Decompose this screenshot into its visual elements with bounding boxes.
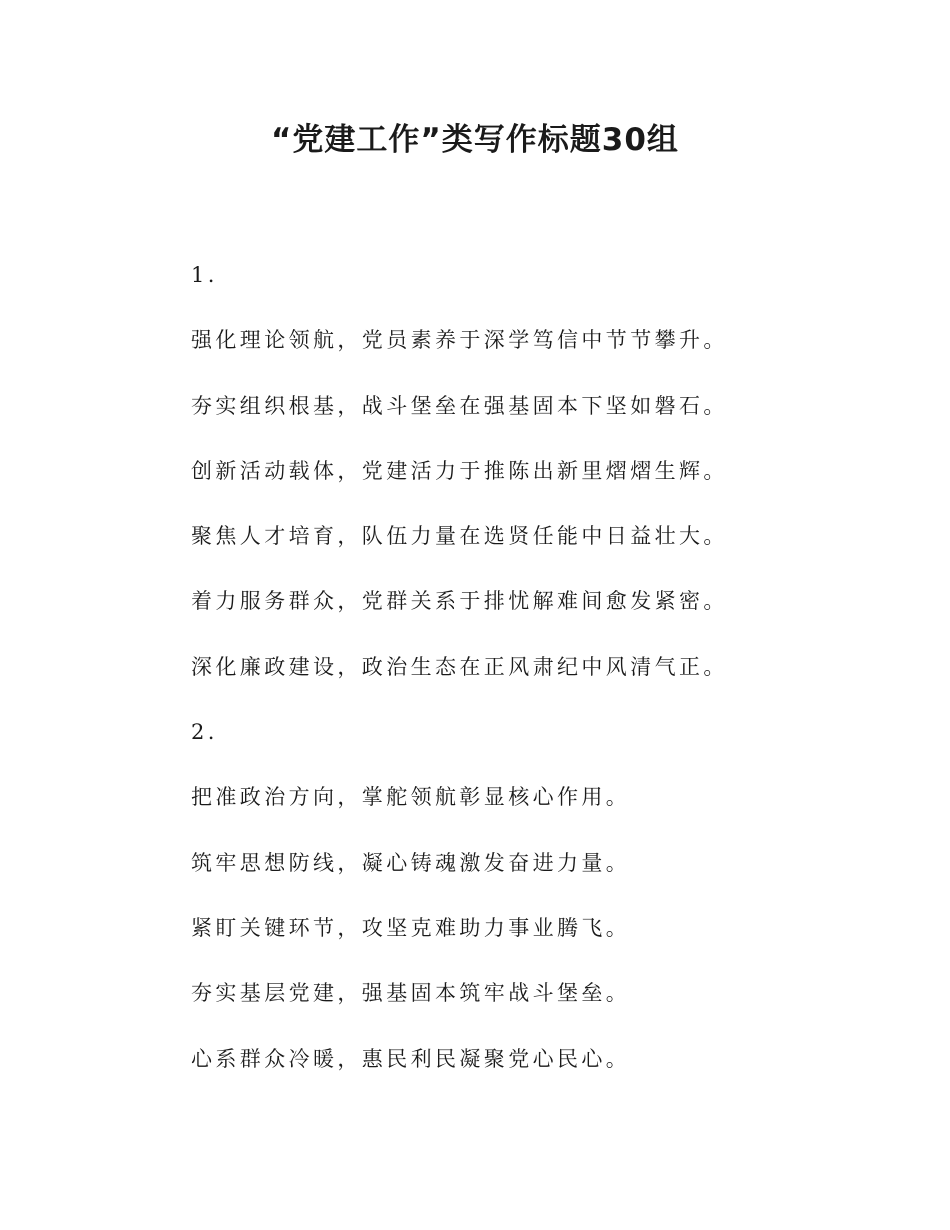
section-number: 1. <box>191 263 218 287</box>
document-title: “党建工作”类写作标题30组 <box>271 122 679 158</box>
title-line: 着力服务群众，党群关系于排忧解难间愈发紧密。 <box>191 589 728 614</box>
title-line: 夯实基层党建，强基固本筑牢战斗堡垒。 <box>191 981 631 1006</box>
section-number: 2. <box>191 720 218 745</box>
title-line: 夯实组织根基，战斗堡垒在强基固本下坚如磐石。 <box>191 393 728 418</box>
title-line: 把准政治方向，掌舵领航彰显核心作用。 <box>191 785 631 810</box>
title-line: 创新活动载体，党建活力于推陈出新里熠熠生辉。 <box>191 458 728 483</box>
title-line: 筑牢思想防线，凝心铸魂激发奋进力量。 <box>191 850 631 875</box>
document-body <box>191 243 911 1092</box>
title-line: 聚焦人才培育，队伍力量在选贤任能中日益壮大。 <box>191 524 728 549</box>
title-line: 深化廉政建设，政治生态在正风肃纪中风清气正。 <box>191 654 728 679</box>
title-line: 心系群众冷暖，惠民利民凝聚党心民心。 <box>191 1046 631 1071</box>
title-line: 紧盯关键环节，攻坚克难助力事业腾飞。 <box>191 915 631 940</box>
title-line: 强化理论领航，党员素养于深学笃信中节节攀升。 <box>191 328 728 353</box>
